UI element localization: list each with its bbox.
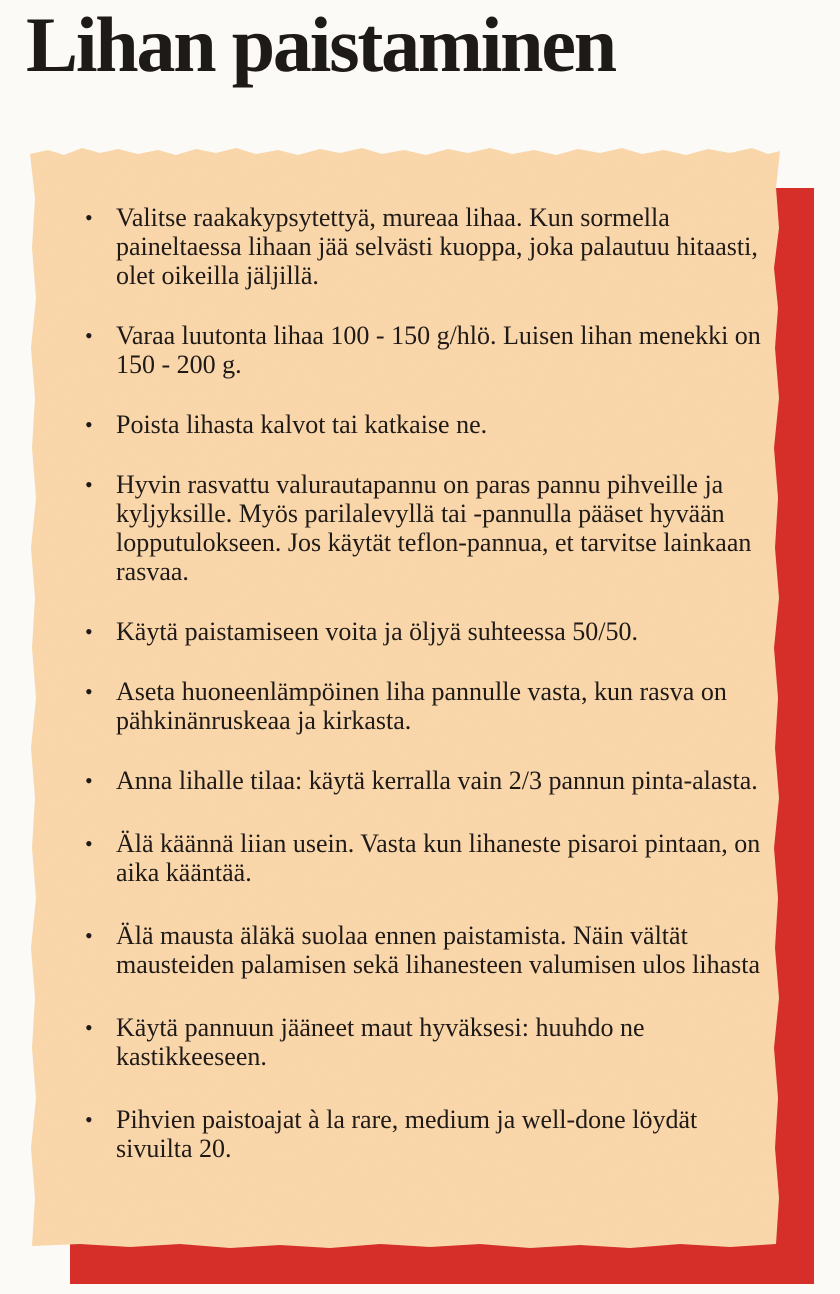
tip-text: Käytä paistamiseen voita ja öljyä suhteessa 50/50. xyxy=(116,617,639,646)
bullet-icon: • xyxy=(85,412,93,437)
tip-text: Pihvien paistoajat à la rare, medium ja well-done löydät sivuilta 20. xyxy=(116,1105,698,1163)
tip-text: Älä mausta äläkä suolaa ennen paistamista. Näin vältät mausteiden palamisen sekä lihanesteen valumisen ulos lihasta xyxy=(116,921,761,979)
bullet-icon: • xyxy=(85,1015,93,1040)
bullet-icon: • xyxy=(85,205,93,230)
list-item xyxy=(85,921,765,979)
bullet-icon: • xyxy=(85,619,93,644)
tip-text: Hyvin rasvattu valurautapannu on paras pannu pihveille ja kyljyksille. Myös parilalevyllä tai -pannulla pääset hyvään lopputulokseen. Jos käytät teflon-pannua, et tarvitse lainkaan rasvaa. xyxy=(116,470,752,586)
bullet-icon: • xyxy=(85,323,93,348)
list-item xyxy=(85,766,765,795)
tip-text: Poista lihasta kalvot tai katkaise ne. xyxy=(116,410,488,439)
bullet-icon: • xyxy=(85,923,93,948)
tip-text: Varaa luutonta lihaa 100 - 150 g/hlö. Luisen lihan menekki on 150 - 200 g. xyxy=(116,321,761,379)
bullet-icon: • xyxy=(85,472,93,497)
tip-text: Älä käännä liian usein. Vasta kun lihaneste pisaroi pintaan, on aika kääntää. xyxy=(116,829,761,887)
list-item xyxy=(85,203,765,290)
bullet-icon: • xyxy=(85,679,93,704)
tip-text: Anna lihalle tilaa: käytä kerralla vain 2/3 pannun pinta-alasta. xyxy=(116,766,758,795)
list-item xyxy=(85,617,765,646)
list-item xyxy=(85,829,765,887)
bullet-icon: • xyxy=(85,768,93,793)
list-item xyxy=(85,677,765,735)
list-item xyxy=(85,470,765,586)
list-item xyxy=(85,410,765,439)
tip-text: Käytä pannuun jääneet maut hyväksesi: huuhdo ne kastikkeeseen. xyxy=(116,1013,645,1071)
tip-text: Aseta huoneenlämpöinen liha pannulle vasta, kun rasva on pähkinänruskeaa ja kirkasta. xyxy=(116,677,727,735)
bullet-icon: • xyxy=(85,831,93,856)
bullet-icon: • xyxy=(85,1107,93,1132)
page-title: Lihan paistaminen xyxy=(26,1,615,88)
list-item xyxy=(85,1013,765,1071)
list-item xyxy=(85,321,765,379)
list-item xyxy=(85,1105,765,1163)
tip-text: Valitse raakakypsytettyä, mureaa lihaa. Kun sormella paineltaessa lihaan jää selvästi kuoppa, joka palautuu hitaasti, olet oikeilla jäljillä. xyxy=(116,203,758,290)
tips-list xyxy=(85,203,765,1163)
